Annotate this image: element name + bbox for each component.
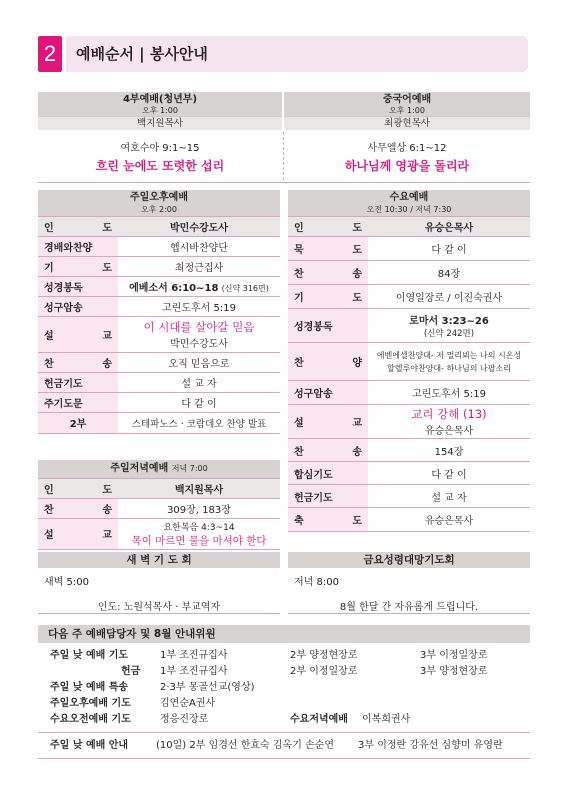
row-value: 다 같 이 xyxy=(368,462,530,485)
row-key: 찬 송 xyxy=(288,261,368,285)
row-value xyxy=(368,343,530,381)
usher-group-3: 3부 이정란 강유선 심향미 유영란 xyxy=(358,740,503,751)
scripture: 요한복음 4:3~14 xyxy=(163,522,235,533)
table-row xyxy=(38,297,280,317)
row-key: 성구암송 xyxy=(288,381,368,405)
friday-time: 저녁 8:00 xyxy=(294,577,339,588)
table-row xyxy=(38,317,280,353)
row-key: 경배와찬양 xyxy=(38,237,118,257)
afternoon-title: 주일오후예배 xyxy=(130,192,188,203)
youth-service-preacher: 백지원목사 xyxy=(38,116,282,130)
chinese-service-passage: 사무엘상 6:1~12 xyxy=(367,143,447,154)
table-row xyxy=(38,479,280,499)
next-row-label: 수요저녁예배 xyxy=(290,714,348,725)
sermon-title: 교리 강해 (13) xyxy=(411,407,487,421)
table-row xyxy=(38,413,280,433)
row-key: 설 교 xyxy=(38,317,118,353)
row-key: 찬 송 xyxy=(38,353,118,373)
row-key: 찬 송 xyxy=(38,499,118,519)
row-value: 다 같 이 xyxy=(118,393,280,413)
chinese-service-preacher: 최광현목사 xyxy=(284,116,530,130)
youth-service xyxy=(38,92,282,182)
row-value: 최정근집사 xyxy=(118,257,280,277)
afternoon-service xyxy=(38,190,280,434)
evening-service xyxy=(38,460,280,550)
row-key: 2부 xyxy=(38,413,118,433)
row-key: 성경봉독 xyxy=(288,309,368,343)
row-value: 고린도후서 5:19 xyxy=(368,381,530,405)
row-value: 고린도후서 5:19 xyxy=(118,297,280,317)
choir-1: 에벤에셀찬양대- 저 멀리뵈는 나의 시온성 xyxy=(376,350,522,360)
row-value: 설 교 자 xyxy=(118,373,280,393)
usher-group-2: (10일) 2부 임경선 한효숙 김옥기 손순연 xyxy=(156,740,335,751)
row-key: 헌금기도 xyxy=(288,485,368,508)
evening-title: 주일저녁예배 xyxy=(110,463,169,474)
next-week-title: 다음 주 예배담당자 및 8월 안내위원 xyxy=(38,625,530,643)
row-value: 이영일장로 / 이진숙권사 xyxy=(368,285,530,309)
next-row-value: 2부 양정현장로 xyxy=(290,650,358,661)
row-value xyxy=(118,317,280,353)
row-value: 오직 믿음으로 xyxy=(118,353,280,373)
row-key: 인 도 xyxy=(38,479,118,499)
table-row xyxy=(38,519,280,549)
table-row xyxy=(288,462,530,485)
dawn-leaders: 인도: 노원석목사 · 부교역자 xyxy=(97,602,221,613)
row-value xyxy=(118,519,280,549)
table-row xyxy=(288,237,530,261)
divider xyxy=(38,758,530,759)
table-row xyxy=(288,381,530,405)
row-key: 설 교 xyxy=(38,519,118,549)
row-key: 설 교 xyxy=(288,405,368,439)
row-key: 성경봉독 xyxy=(38,277,118,297)
table-row xyxy=(38,237,280,257)
row-value: 154장 xyxy=(368,439,530,462)
row-value xyxy=(118,277,280,297)
friday-title: 금요성령대망기도회 xyxy=(288,552,530,568)
row-key: 인 도 xyxy=(38,217,118,237)
row-value: 백지원목사 xyxy=(118,479,280,499)
sermon-preacher: 유승은목사 xyxy=(424,426,474,437)
row-key: 합심기도 xyxy=(288,462,368,485)
row-value: 유승은목사 xyxy=(368,217,530,237)
row-value xyxy=(368,405,530,439)
next-row-label: 주일 낮 예배 기도 xyxy=(50,650,129,661)
wednesday-service xyxy=(288,190,530,532)
table-row xyxy=(38,393,280,413)
usher-label: 주일 낮 예배 안내 xyxy=(50,740,129,751)
next-row-value: 김연순A권사 xyxy=(160,698,216,709)
row-key: 주기도문 xyxy=(38,393,118,413)
page-title: 예배순서 | 봉사안내 xyxy=(76,45,208,63)
youth-service-title: 4부예배(청년부) xyxy=(122,94,198,105)
table-row xyxy=(38,257,280,277)
next-row-label: 헌금 xyxy=(121,666,141,677)
chinese-service-title: 중국어예배 xyxy=(382,94,432,105)
row-value: 309장, 183장 xyxy=(118,499,280,519)
row-value: 유승은목사 xyxy=(368,508,530,531)
top-services xyxy=(38,92,530,183)
table-row xyxy=(288,217,530,237)
section-number-badge: 2 xyxy=(38,36,62,72)
table-row xyxy=(288,343,530,381)
row-key: 기 도 xyxy=(38,257,118,277)
table-row xyxy=(38,217,280,237)
next-row-label: 주일 낮 예배 특송 xyxy=(50,682,129,693)
scripture: 로마서 3:23~26 xyxy=(409,316,489,327)
row-key: 묵 도 xyxy=(288,237,368,261)
sermon-title: 이 시대를 살아갈 믿음 xyxy=(143,320,255,334)
row-key: 기 도 xyxy=(288,285,368,309)
table-row xyxy=(288,309,530,343)
friday-note: 8월 한달 간 자유롭게 드립니다. xyxy=(339,602,479,613)
next-row-value: 1부 조진규집사 xyxy=(160,650,228,661)
table-row xyxy=(288,439,530,462)
row-value xyxy=(368,309,530,343)
row-key: 헌금기도 xyxy=(38,373,118,393)
afternoon-time: 오후 2:00 xyxy=(141,205,177,214)
youth-service-sermon: 흐린 눈에도 또렷한 섭리 xyxy=(95,159,225,173)
row-value: 설 교 자 xyxy=(368,485,530,508)
youth-service-passage: 여호수아 9:1~15 xyxy=(120,143,200,154)
wednesday-title: 수요예배 xyxy=(389,192,429,203)
table-row xyxy=(288,485,530,508)
divider xyxy=(38,732,530,733)
table-row xyxy=(38,373,280,393)
friday-prayer xyxy=(288,552,530,614)
next-row-label: 수요오전예배 기도 xyxy=(50,714,131,725)
row-value: 스테파노스 · 코람데오 찬양 발표 xyxy=(118,413,280,433)
dawn-time: 새벽 5:00 xyxy=(44,577,89,588)
table-row xyxy=(38,277,280,297)
next-row-value: 1부 조진규집사 xyxy=(160,666,228,677)
next-row-value: 이복희권사 xyxy=(362,714,411,725)
sermon-title: 목이 마르면 물을 마셔야 한다 xyxy=(131,534,267,547)
row-key: 찬 송 xyxy=(288,439,368,462)
youth-service-time: 오후 1:00 xyxy=(142,106,178,115)
chinese-service-time: 오후 1:00 xyxy=(389,106,425,115)
dawn-title: 새 벽 기 도 회 xyxy=(38,552,280,568)
scripture-page: (신약 316면) xyxy=(221,284,269,293)
table-row xyxy=(38,353,280,373)
chinese-service xyxy=(284,92,530,182)
row-value: 헵시바찬양단 xyxy=(118,237,280,257)
table-row xyxy=(38,499,280,519)
next-row-value: 정응진장로 xyxy=(160,714,209,725)
row-key: 축 도 xyxy=(288,508,368,531)
next-row-value: 3부 양정현장로 xyxy=(420,666,488,677)
next-row-value: 2·3부 몽골선교(영상) xyxy=(160,682,255,693)
evening-time: 저녁 7:00 xyxy=(171,464,208,473)
row-key: 인 도 xyxy=(288,217,368,237)
next-row-value: 2부 이정일장로 xyxy=(290,666,358,677)
row-value: 박민수강도사 xyxy=(118,217,280,237)
row-value: 84장 xyxy=(368,261,530,285)
next-row-value: 3부 이정일장로 xyxy=(420,650,488,661)
row-value: 다 같 이 xyxy=(368,237,530,261)
dawn-prayer xyxy=(38,552,280,614)
chinese-service-sermon: 하나님께 영광을 돌리라 xyxy=(344,159,470,173)
wednesday-time: 오전 10:30 / 저녁 7:30 xyxy=(366,205,452,214)
table-row xyxy=(288,261,530,285)
row-key: 성구암송 xyxy=(38,297,118,317)
table-row xyxy=(288,285,530,309)
choir-2: 할렐루야찬양대- 하나님의 나팔소리 xyxy=(387,363,511,373)
scripture-page: (신약 242면) xyxy=(423,329,475,339)
table-row xyxy=(288,405,530,439)
next-row-label: 주일오후예배 기도 xyxy=(50,698,131,709)
sermon-preacher: 박민수강도사 xyxy=(170,339,228,350)
row-key: 찬 양 xyxy=(288,343,368,381)
table-row xyxy=(288,508,530,531)
scripture: 에베소서 6:10~18 xyxy=(129,283,219,294)
